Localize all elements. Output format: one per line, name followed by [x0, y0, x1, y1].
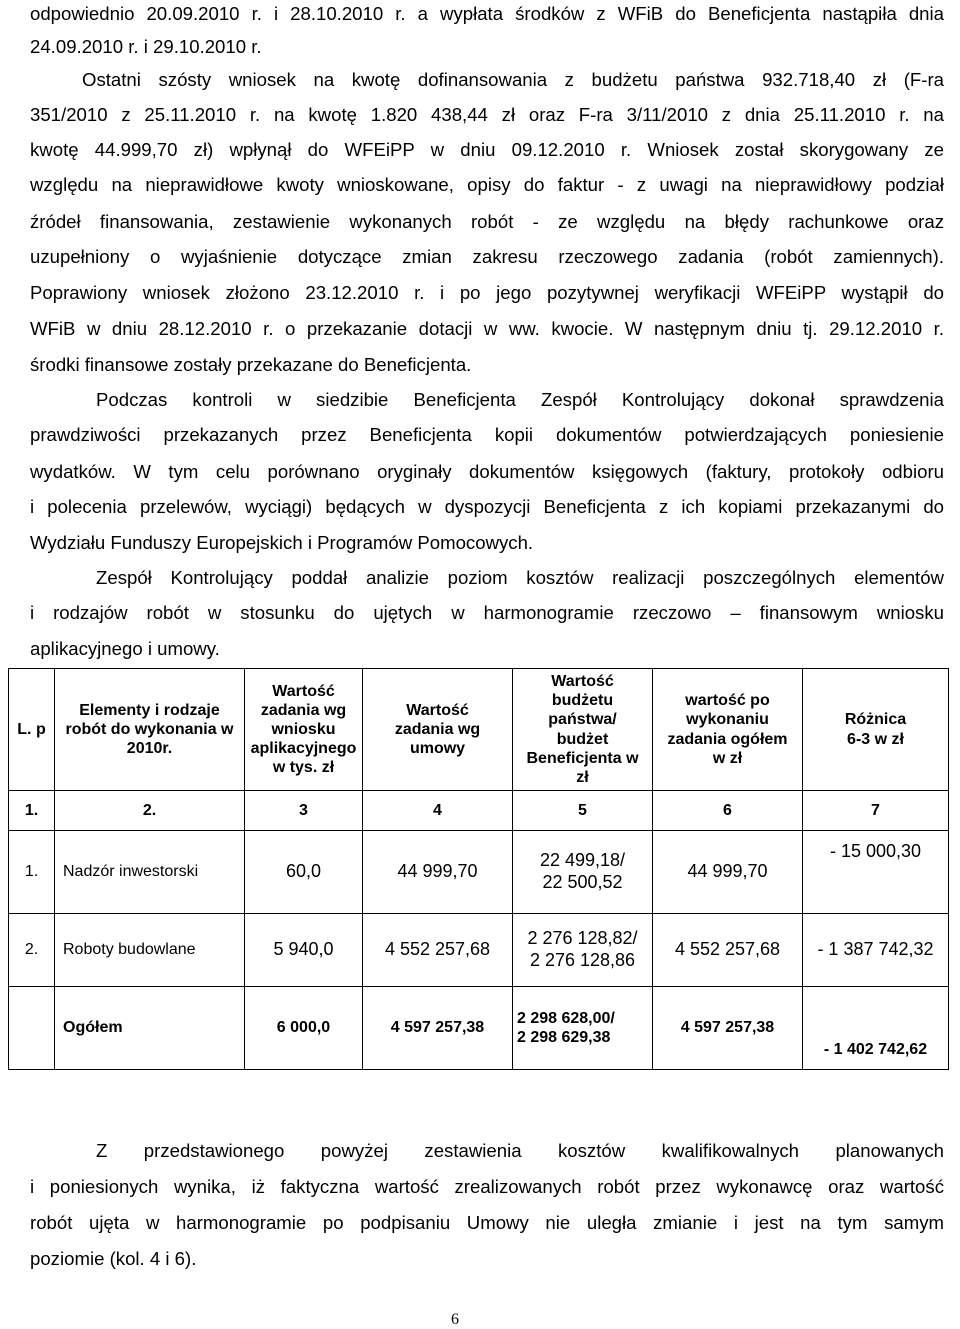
text-line: i rodzajów robót w stosunku do ujętych w harmonogramie rzeczowo – finansowym wniosku — [30, 602, 944, 623]
table-row — [9, 914, 949, 987]
header-contract-value: Wartość zadania wg umowy — [363, 669, 513, 791]
text-line: Ostatni szósty wniosek na kwotę dofinansowania z budżetu państwa 932.718,40 zł (F-ra — [82, 69, 944, 90]
text-line: i polecenia przelewów, wyciągi) będących w dyspozycji Beneficjenta z ich kopiami przekazanymi do — [30, 496, 944, 517]
text-line: 351/2010 z 25.11.2010 r. na kwotę 1.820 438,44 zł oraz F-ra 3/11/2010 z dnia 25.11.2010 r. na — [30, 104, 944, 125]
row-application-value: 60,0 — [245, 831, 363, 914]
row-contract-value: 4 552 257,68 — [363, 914, 513, 987]
col-number: 6 — [653, 791, 803, 831]
text-line: i poniesionych wynika, iż faktyczna wartość zrealizowanych robót przez wykonawcę oraz wartość — [30, 1176, 944, 1197]
row-lp: 1. — [9, 831, 55, 914]
header-budget-value: Wartość budżetu państwa/ budżet Beneficjenta w zł — [513, 669, 653, 791]
budget-beneficiary: 2 298 629,38 — [517, 1029, 611, 1046]
header-elements: Elementy i rodzaje robót do wykonania w 2010r. — [55, 669, 245, 791]
col-number: 3 — [245, 791, 363, 831]
col-number: 1. — [9, 791, 55, 831]
text-line: odpowiednio 20.09.2010 r. i 28.10.2010 r. a wypłata środków z WFiB do Beneficjenta nastąpiła dnia — [30, 3, 944, 24]
text-line: kwotę 44.999,70 zł) wpłynął do WFEiPP w dniu 09.12.2010 r. Wniosek został skorygowany ze — [30, 139, 944, 160]
header-executed-value: wartość po wykonaniu zadania ogółem w zł — [653, 669, 803, 791]
budget-state: 22 499,18/ — [539, 850, 626, 871]
text-line: robót ujęta w harmonogramie po podpisaniu Umowy nie uległa zmianie i jest na tym samym — [30, 1212, 944, 1233]
text-line: 24.09.2010 r. i 29.10.2010 r. — [30, 36, 262, 57]
col-number: 4 — [363, 791, 513, 831]
text-line: środki finansowe zostały przekazane do Beneficjenta. — [30, 354, 472, 375]
cost-comparison-table — [8, 668, 949, 1070]
text-line: uzupełniony o wyjaśnienie dotyczące zmian zakresu rzeczowego zadania (robót zamiennych). — [30, 246, 944, 267]
row-difference: - 1 387 742,32 — [803, 914, 949, 987]
page-number: 6 — [451, 1311, 459, 1328]
text-line: WFiB w dniu 28.12.2010 r. o przekazanie dotacji w ww. kwocie. W następnym dniu tj. 29.12.2010 r. — [30, 318, 944, 339]
text-line: względu na nieprawidłowe kwoty wnioskowane, opisy do faktur - z uwagi na nieprawidłowy podział — [30, 174, 944, 195]
total-application-value: 6 000,0 — [245, 987, 363, 1070]
table-header-row — [9, 669, 949, 791]
row-name: Nadzór inwestorski — [55, 831, 245, 914]
table-total-row — [9, 987, 949, 1070]
total-budget-value — [513, 987, 653, 1070]
text-line: prawdziwości przekazanych przez Beneficjenta kopii dokumentów potwierdzających poniesienie — [30, 424, 944, 445]
text-line: Zespół Kontrolujący poddał analizie poziom kosztów realizacji poszczególnych elementów — [96, 567, 944, 588]
text-line: poziomie (kol. 4 i 6). — [30, 1248, 197, 1269]
row-difference: - 15 000,30 — [803, 831, 949, 914]
budget-beneficiary: 22 500,52 — [542, 872, 623, 892]
text-line: źródeł finansowania, zestawienie wykonanych robót - ze względu na błędy rachunkowe oraz — [30, 211, 944, 232]
text-line: Podczas kontroli w siedzibie Beneficjenta Zespół Kontrolujący dokonał sprawdzenia — [96, 389, 944, 410]
text-line: wydatków. W tym celu porównano oryginały dokumentów księgowych (faktury, protokoły odbioru — [30, 461, 944, 482]
row-executed-value: 44 999,70 — [653, 831, 803, 914]
text-line: Poprawiony wniosek złożono 23.12.2010 r. i po jego pozytywnej weryfikacji WFEiPP wystąpił do — [30, 282, 944, 303]
text-line: aplikacyjnego i umowy. — [30, 638, 220, 659]
col-number: 5 — [513, 791, 653, 831]
col-number: 7 — [803, 791, 949, 831]
row-budget-value — [513, 914, 653, 987]
total-label: Ogółem — [55, 987, 245, 1070]
header-lp: L. p — [9, 669, 55, 791]
budget-beneficiary: 2 276 128,86 — [529, 950, 636, 970]
row-lp: 2. — [9, 914, 55, 987]
total-executed-value: 4 597 257,38 — [653, 987, 803, 1070]
row-application-value: 5 940,0 — [245, 914, 363, 987]
row-contract-value: 44 999,70 — [363, 831, 513, 914]
budget-state: 2 298 628,00/ — [517, 1009, 615, 1027]
row-budget-value — [513, 831, 653, 914]
row-name: Roboty budowlane — [55, 914, 245, 987]
row-lp-empty — [9, 987, 55, 1070]
header-difference: Różnica 6-3 w zł — [803, 669, 949, 791]
total-difference: - 1 402 742,62 — [803, 987, 949, 1070]
text-line: Wydziału Funduszy Europejskich i Programów Pomocowych. — [30, 532, 534, 553]
header-application-value: Wartość zadania wg wniosku aplikacyjnego w tys. zł — [245, 669, 363, 791]
column-number-row — [9, 791, 949, 831]
budget-state: 2 276 128,82/ — [527, 928, 638, 949]
row-executed-value: 4 552 257,68 — [653, 914, 803, 987]
table-row — [9, 831, 949, 914]
col-number: 2. — [55, 791, 245, 831]
text-line: Z przedstawionego powyżej zestawienia kosztów kwalifikowalnych planowanych — [96, 1140, 944, 1161]
total-contract-value: 4 597 257,38 — [363, 987, 513, 1070]
